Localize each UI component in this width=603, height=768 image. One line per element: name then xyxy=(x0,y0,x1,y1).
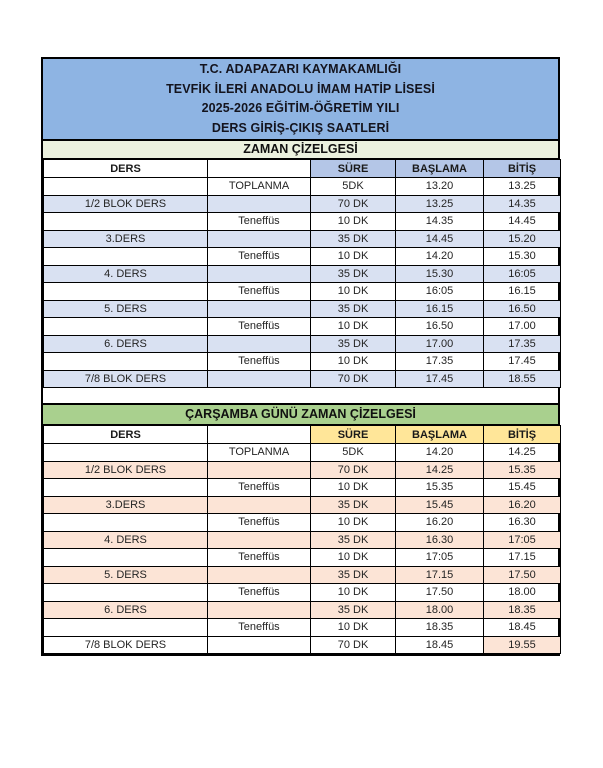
table-row xyxy=(44,619,561,637)
table-cell: 13.20 xyxy=(396,178,484,196)
col-header-blank xyxy=(208,160,311,178)
title-line-year: 2025-2026 EĞİTİM-ÖĞRETİM YILI xyxy=(201,101,400,115)
table-cell: 35 DK xyxy=(311,335,396,353)
table-cell: 35 DK xyxy=(311,496,396,514)
table-cell: 18.35 xyxy=(484,601,561,619)
table-cell: Teneffüs xyxy=(208,283,311,301)
col-header-baslama: BAŞLAMA xyxy=(396,426,484,444)
table-cell: 3.DERS xyxy=(44,230,208,248)
table-cell: Teneffüs xyxy=(208,318,311,336)
table-cell: 17.45 xyxy=(484,353,561,371)
table-cell: 16:05 xyxy=(484,265,561,283)
table-cell: 10 DK xyxy=(311,248,396,266)
table-cell xyxy=(208,230,311,248)
table-cell: Teneffüs xyxy=(208,213,311,231)
table-row xyxy=(44,549,561,567)
table-cell: 10 DK xyxy=(311,584,396,602)
table-row xyxy=(44,353,561,371)
schedule-table-general xyxy=(43,159,561,388)
table-cell xyxy=(44,584,208,602)
table-cell: 16.50 xyxy=(396,318,484,336)
table-cell xyxy=(208,265,311,283)
table-header-row xyxy=(44,426,561,444)
title-line-authority: T.C. ADAPAZARI KAYMAKAMLIĞI xyxy=(199,62,402,76)
table-cell: 16.15 xyxy=(484,283,561,301)
table-cell: 18.00 xyxy=(396,601,484,619)
table-cell: 70 DK xyxy=(311,370,396,388)
schedule-table-wednesday xyxy=(43,425,561,654)
table-row xyxy=(44,248,561,266)
table-cell: 18.00 xyxy=(484,584,561,602)
table-cell: 14.45 xyxy=(396,230,484,248)
table-cell: Teneffüs xyxy=(208,479,311,497)
table-cell: 14.35 xyxy=(396,213,484,231)
table-cell xyxy=(44,549,208,567)
table-cell: 35 DK xyxy=(311,601,396,619)
table-cell: 16.15 xyxy=(396,300,484,318)
table-cell: 15.30 xyxy=(484,248,561,266)
table-cell: 16.20 xyxy=(484,496,561,514)
table-row xyxy=(44,584,561,602)
table-cell xyxy=(208,300,311,318)
table-row xyxy=(44,300,561,318)
table-cell: 5DK xyxy=(311,444,396,462)
table-cell: TOPLANMA xyxy=(208,178,311,196)
table-row xyxy=(44,265,561,283)
table-cell: 4. DERS xyxy=(44,531,208,549)
table-cell: 10 DK xyxy=(311,549,396,567)
table-cell: 35 DK xyxy=(311,300,396,318)
table-cell: 17.50 xyxy=(396,584,484,602)
table-cell: 7/8 BLOK DERS xyxy=(44,370,208,388)
table-cell: 7/8 BLOK DERS xyxy=(44,636,208,654)
table-cell: 14.25 xyxy=(396,461,484,479)
table-row xyxy=(44,195,561,213)
table-row xyxy=(44,318,561,336)
section-title-zaman-cizelgesi: ZAMAN ÇİZELGESİ xyxy=(43,141,558,159)
table-cell: 14.20 xyxy=(396,248,484,266)
col-header-ders: DERS xyxy=(44,426,208,444)
table-cell: 3.DERS xyxy=(44,496,208,514)
table-cell: 15.45 xyxy=(396,496,484,514)
table-cell: Teneffüs xyxy=(208,619,311,637)
col-header-baslama: BAŞLAMA xyxy=(396,160,484,178)
table-cell xyxy=(44,479,208,497)
table-spacer xyxy=(43,388,558,403)
table-cell: 10 DK xyxy=(311,318,396,336)
table-cell: 18.45 xyxy=(484,619,561,637)
table-row xyxy=(44,213,561,231)
table-cell: 10 DK xyxy=(311,619,396,637)
table-cell xyxy=(208,531,311,549)
table-cell: TOPLANMA xyxy=(208,444,311,462)
table-row xyxy=(44,531,561,549)
col-header-sure: SÜRE xyxy=(311,426,396,444)
table-cell xyxy=(208,636,311,654)
table-cell: 17:05 xyxy=(484,531,561,549)
table-cell: 70 DK xyxy=(311,195,396,213)
table-cell: Teneffüs xyxy=(208,584,311,602)
table-cell: 35 DK xyxy=(311,265,396,283)
table-cell xyxy=(208,195,311,213)
col-header-sure: SÜRE xyxy=(311,160,396,178)
table-cell: 14.45 xyxy=(484,213,561,231)
table-cell: 10 DK xyxy=(311,353,396,371)
col-header-ders: DERS xyxy=(44,160,208,178)
table-cell: 35 DK xyxy=(311,230,396,248)
table-cell: 18.35 xyxy=(396,619,484,637)
title-block xyxy=(43,59,558,141)
table-row xyxy=(44,566,561,584)
table-cell: Teneffüs xyxy=(208,549,311,567)
table-cell xyxy=(44,213,208,231)
table-row xyxy=(44,636,561,654)
table-cell xyxy=(208,461,311,479)
table-cell: 6. DERS xyxy=(44,601,208,619)
table-cell: 5. DERS xyxy=(44,300,208,318)
table-cell: 16.30 xyxy=(396,531,484,549)
table-cell: 15.35 xyxy=(396,479,484,497)
table-cell: 1/2 BLOK DERS xyxy=(44,195,208,213)
table-cell: 17.15 xyxy=(484,549,561,567)
table-cell: 10 DK xyxy=(311,283,396,301)
table-cell xyxy=(208,496,311,514)
table-cell: 6. DERS xyxy=(44,335,208,353)
table-cell: 14.20 xyxy=(396,444,484,462)
table-cell: 15.20 xyxy=(484,230,561,248)
table-cell: 10 DK xyxy=(311,514,396,532)
table-cell: 16.30 xyxy=(484,514,561,532)
table-cell: 5DK xyxy=(311,178,396,196)
section-title-carsamba-cizelgesi: ÇARŞAMBA GÜNÜ ZAMAN ÇİZELGESİ xyxy=(43,403,558,425)
table-cell: 70 DK xyxy=(311,461,396,479)
table-cell xyxy=(44,444,208,462)
table-cell: 17.15 xyxy=(396,566,484,584)
table-cell: 18.55 xyxy=(484,370,561,388)
table-cell xyxy=(44,248,208,266)
table-row xyxy=(44,283,561,301)
col-header-bitis: BİTİŞ xyxy=(484,160,561,178)
table-cell: 70 DK xyxy=(311,636,396,654)
table-cell: 14.35 xyxy=(484,195,561,213)
table-cell: 17.35 xyxy=(484,335,561,353)
table-row xyxy=(44,479,561,497)
table-cell xyxy=(44,178,208,196)
table-cell: 15.35 xyxy=(484,461,561,479)
table-cell: 10 DK xyxy=(311,213,396,231)
table-row xyxy=(44,178,561,196)
table-cell: 17.00 xyxy=(484,318,561,336)
table-row xyxy=(44,370,561,388)
table-cell: 16.20 xyxy=(396,514,484,532)
table-cell: 17.00 xyxy=(396,335,484,353)
table-cell: 17.45 xyxy=(396,370,484,388)
table-row xyxy=(44,514,561,532)
table-header-row xyxy=(44,160,561,178)
table-row xyxy=(44,335,561,353)
table-cell xyxy=(44,318,208,336)
table-cell: Teneffüs xyxy=(208,514,311,532)
table-cell xyxy=(208,370,311,388)
table-cell xyxy=(44,514,208,532)
table-row xyxy=(44,496,561,514)
table-row xyxy=(44,230,561,248)
table-cell xyxy=(208,566,311,584)
table-cell: 4. DERS xyxy=(44,265,208,283)
schedule-sheet xyxy=(41,57,560,656)
table-cell xyxy=(208,335,311,353)
table-cell: 5. DERS xyxy=(44,566,208,584)
table-row xyxy=(44,601,561,619)
table-cell: 13.25 xyxy=(484,178,561,196)
table-cell: 14.25 xyxy=(484,444,561,462)
table-cell: Teneffüs xyxy=(208,353,311,371)
table-cell: 16.50 xyxy=(484,300,561,318)
table-cell: 18.45 xyxy=(396,636,484,654)
col-header-blank xyxy=(208,426,311,444)
table-cell: 17.50 xyxy=(484,566,561,584)
table-cell: 10 DK xyxy=(311,479,396,497)
table-cell: 15.30 xyxy=(396,265,484,283)
table-cell: Teneffüs xyxy=(208,248,311,266)
table-cell xyxy=(208,601,311,619)
table-cell xyxy=(44,353,208,371)
table-cell: 16:05 xyxy=(396,283,484,301)
table-row xyxy=(44,461,561,479)
table-cell xyxy=(44,619,208,637)
table-cell: 17.35 xyxy=(396,353,484,371)
title-line-subject: DERS GİRİŞ-ÇIKIŞ SAATLERİ xyxy=(211,120,390,135)
table-cell: 35 DK xyxy=(311,566,396,584)
table-cell: 1/2 BLOK DERS xyxy=(44,461,208,479)
table-cell: 13.25 xyxy=(396,195,484,213)
table-cell: 15.45 xyxy=(484,479,561,497)
table-cell: 35 DK xyxy=(311,531,396,549)
col-header-bitis: BİTİŞ xyxy=(484,426,561,444)
table-cell: 19.55 xyxy=(484,636,561,654)
table-row xyxy=(44,444,561,462)
table-cell xyxy=(44,283,208,301)
table-cell: 17:05 xyxy=(396,549,484,567)
title-line-school: TEVFİK İLERİ ANADOLU İMAM HATİP LİSESİ xyxy=(166,81,435,96)
